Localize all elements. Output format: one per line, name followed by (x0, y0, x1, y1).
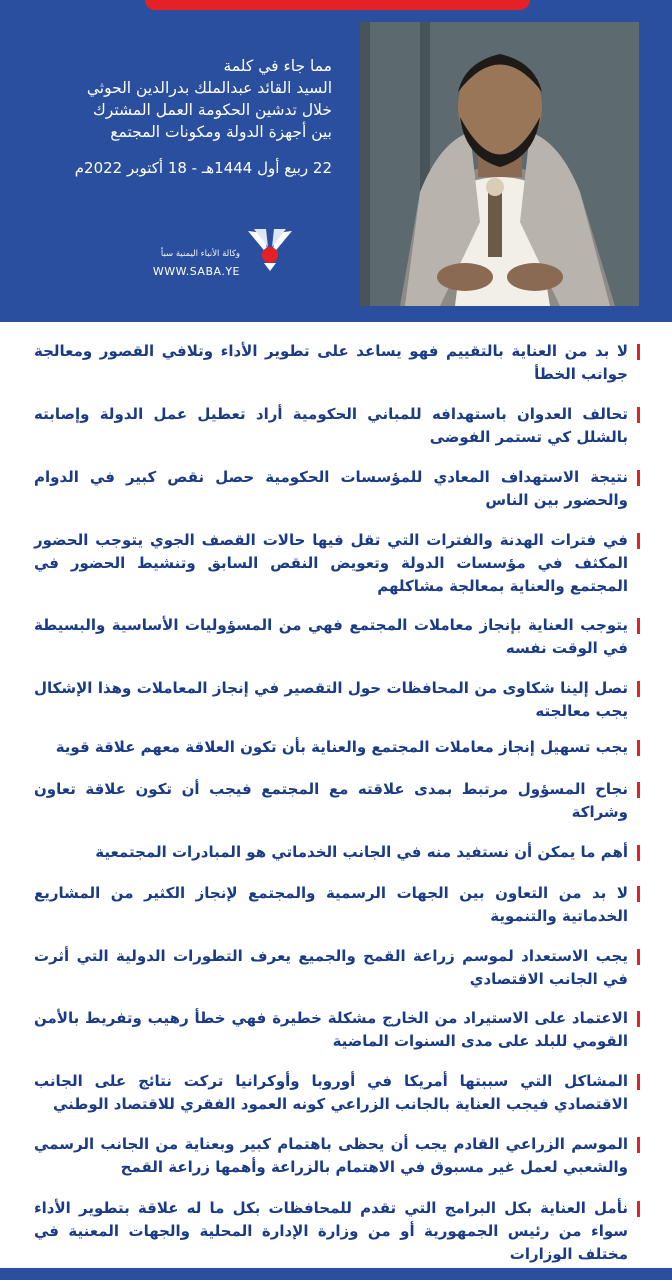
title-line-4: بين أجهزة الدولة ومكونات المجتمع (110, 123, 332, 141)
speech-title-block (12, 55, 332, 177)
top-red-tab (145, 0, 530, 10)
quote-item-11: يجب الاستعداد لموسم زراعة القمح والجميع يعرف التطورات الدولية التي أثرت في الجانب الاقتصادي (34, 945, 640, 991)
quote-item-15: نأمل العناية بكل البرامج التي تقدم للمحافظات بكل ما له علاقة بتطوير الأداء سواء من رئيس الجمهورية أو من وزارة الإدارة المحلية والجهات المعنية في مختلف الوزارات (34, 1197, 640, 1266)
title-line-3: خلال تدشين الحكومة العمل المشترك (93, 101, 332, 119)
title-line-1: مما جاء في كلمة (223, 57, 332, 75)
quote-item-2: تحالف العدوان باستهدافه للمباني الحكومية أراد تعطيل عمل الدولة وإصابته بالشلل كي تستمر الفوضى (34, 403, 640, 449)
agency-url: WWW.SABA.YE (152, 265, 240, 278)
header-banner (0, 0, 672, 322)
quote-item-5: يتوجب العناية بإنجاز معاملات المجتمع فهي من المسؤوليات الأساسية والبسيطة في الوقت نفسه (34, 614, 640, 660)
bottom-stripe (0, 1268, 672, 1280)
quote-item-13: المشاكل التي سببتها أمريكا في أوروبا وأوكرانيا تركت نتائج على الجانب الاقتصادي فيجب العناية بالجانب الزراعي كونه العمود الفقري للاقتصاد الوطني (34, 1070, 640, 1116)
agency-name: وكالة الأنباء اليمنية سبأ (160, 249, 240, 259)
quote-item-4: في فترات الهدنة والفترات التي تقل فيها حالات القصف الجوي يتوجب الحضور المكثف في مؤسسات الدولة وتعويض النقص السابق وتنشيط الحضور في المجتمع والعناية بمعالجة مشاكلهم (34, 529, 640, 598)
quote-item-3: نتيجة الاستهداف المعادي للمؤسسات الحكومية حصل نقص كبير في الدوام والحضور بين الناس (34, 466, 640, 512)
quote-item-7: يجب تسهيل إنجاز معاملات المجتمع والعناية بأن تكون العلاقة معهم علاقة قوية (34, 736, 640, 759)
quote-item-6: تصل إلينا شكاوى من المحافظات حول التقصير في إنجاز المعاملات وهذا الإشكال يجب معالجته (34, 677, 640, 723)
quote-item-10: لا بد من التعاون بين الجهات الرسمية والمجتمع لإنجاز الكثير من المشاريع الخدماتية والتنموية (34, 882, 640, 928)
quote-item-1: لا بد من العناية بالتقييم فهو يساعد على تطوير الأداء وتلافي القصور ومعالجة جوانب الخطأ (34, 340, 640, 386)
portrait-illustration (360, 22, 639, 306)
speech-date: 22 ربيع أول 1444هـ - 18 أكتوبر 2022م (74, 159, 332, 177)
saba-logo (154, 225, 294, 285)
quote-item-12: الاعتماد على الاستيراد من الخارج مشكلة خطيرة فهي خطأ رهيب وتفريط بالأمن القومي للبلد على مدى السنوات الماضية (34, 1007, 640, 1053)
quote-item-14: الموسم الزراعي القادم يجب أن يحظى باهتمام كبير وبعناية من الجانب الرسمي والشعبي لعمل غير مسبوق في الاهتمام بالزراعة وأهمها زراعة القمح (34, 1133, 640, 1179)
quote-item-9: أهم ما يمكن أن نستفيد منه في الجانب الخدماتي هو المبادرات المجتمعية (34, 841, 640, 864)
quote-item-8: نجاح المسؤول مرتبط بمدى علاقته مع المجتمع فيجب أن تكون علاقة تعاون وشراكة (34, 778, 640, 824)
speaker-portrait (360, 22, 639, 306)
title-line-2: السيد القائد عبدالملك بدرالدين الحوثي (86, 79, 332, 97)
saba-eagle-icon (246, 225, 294, 271)
